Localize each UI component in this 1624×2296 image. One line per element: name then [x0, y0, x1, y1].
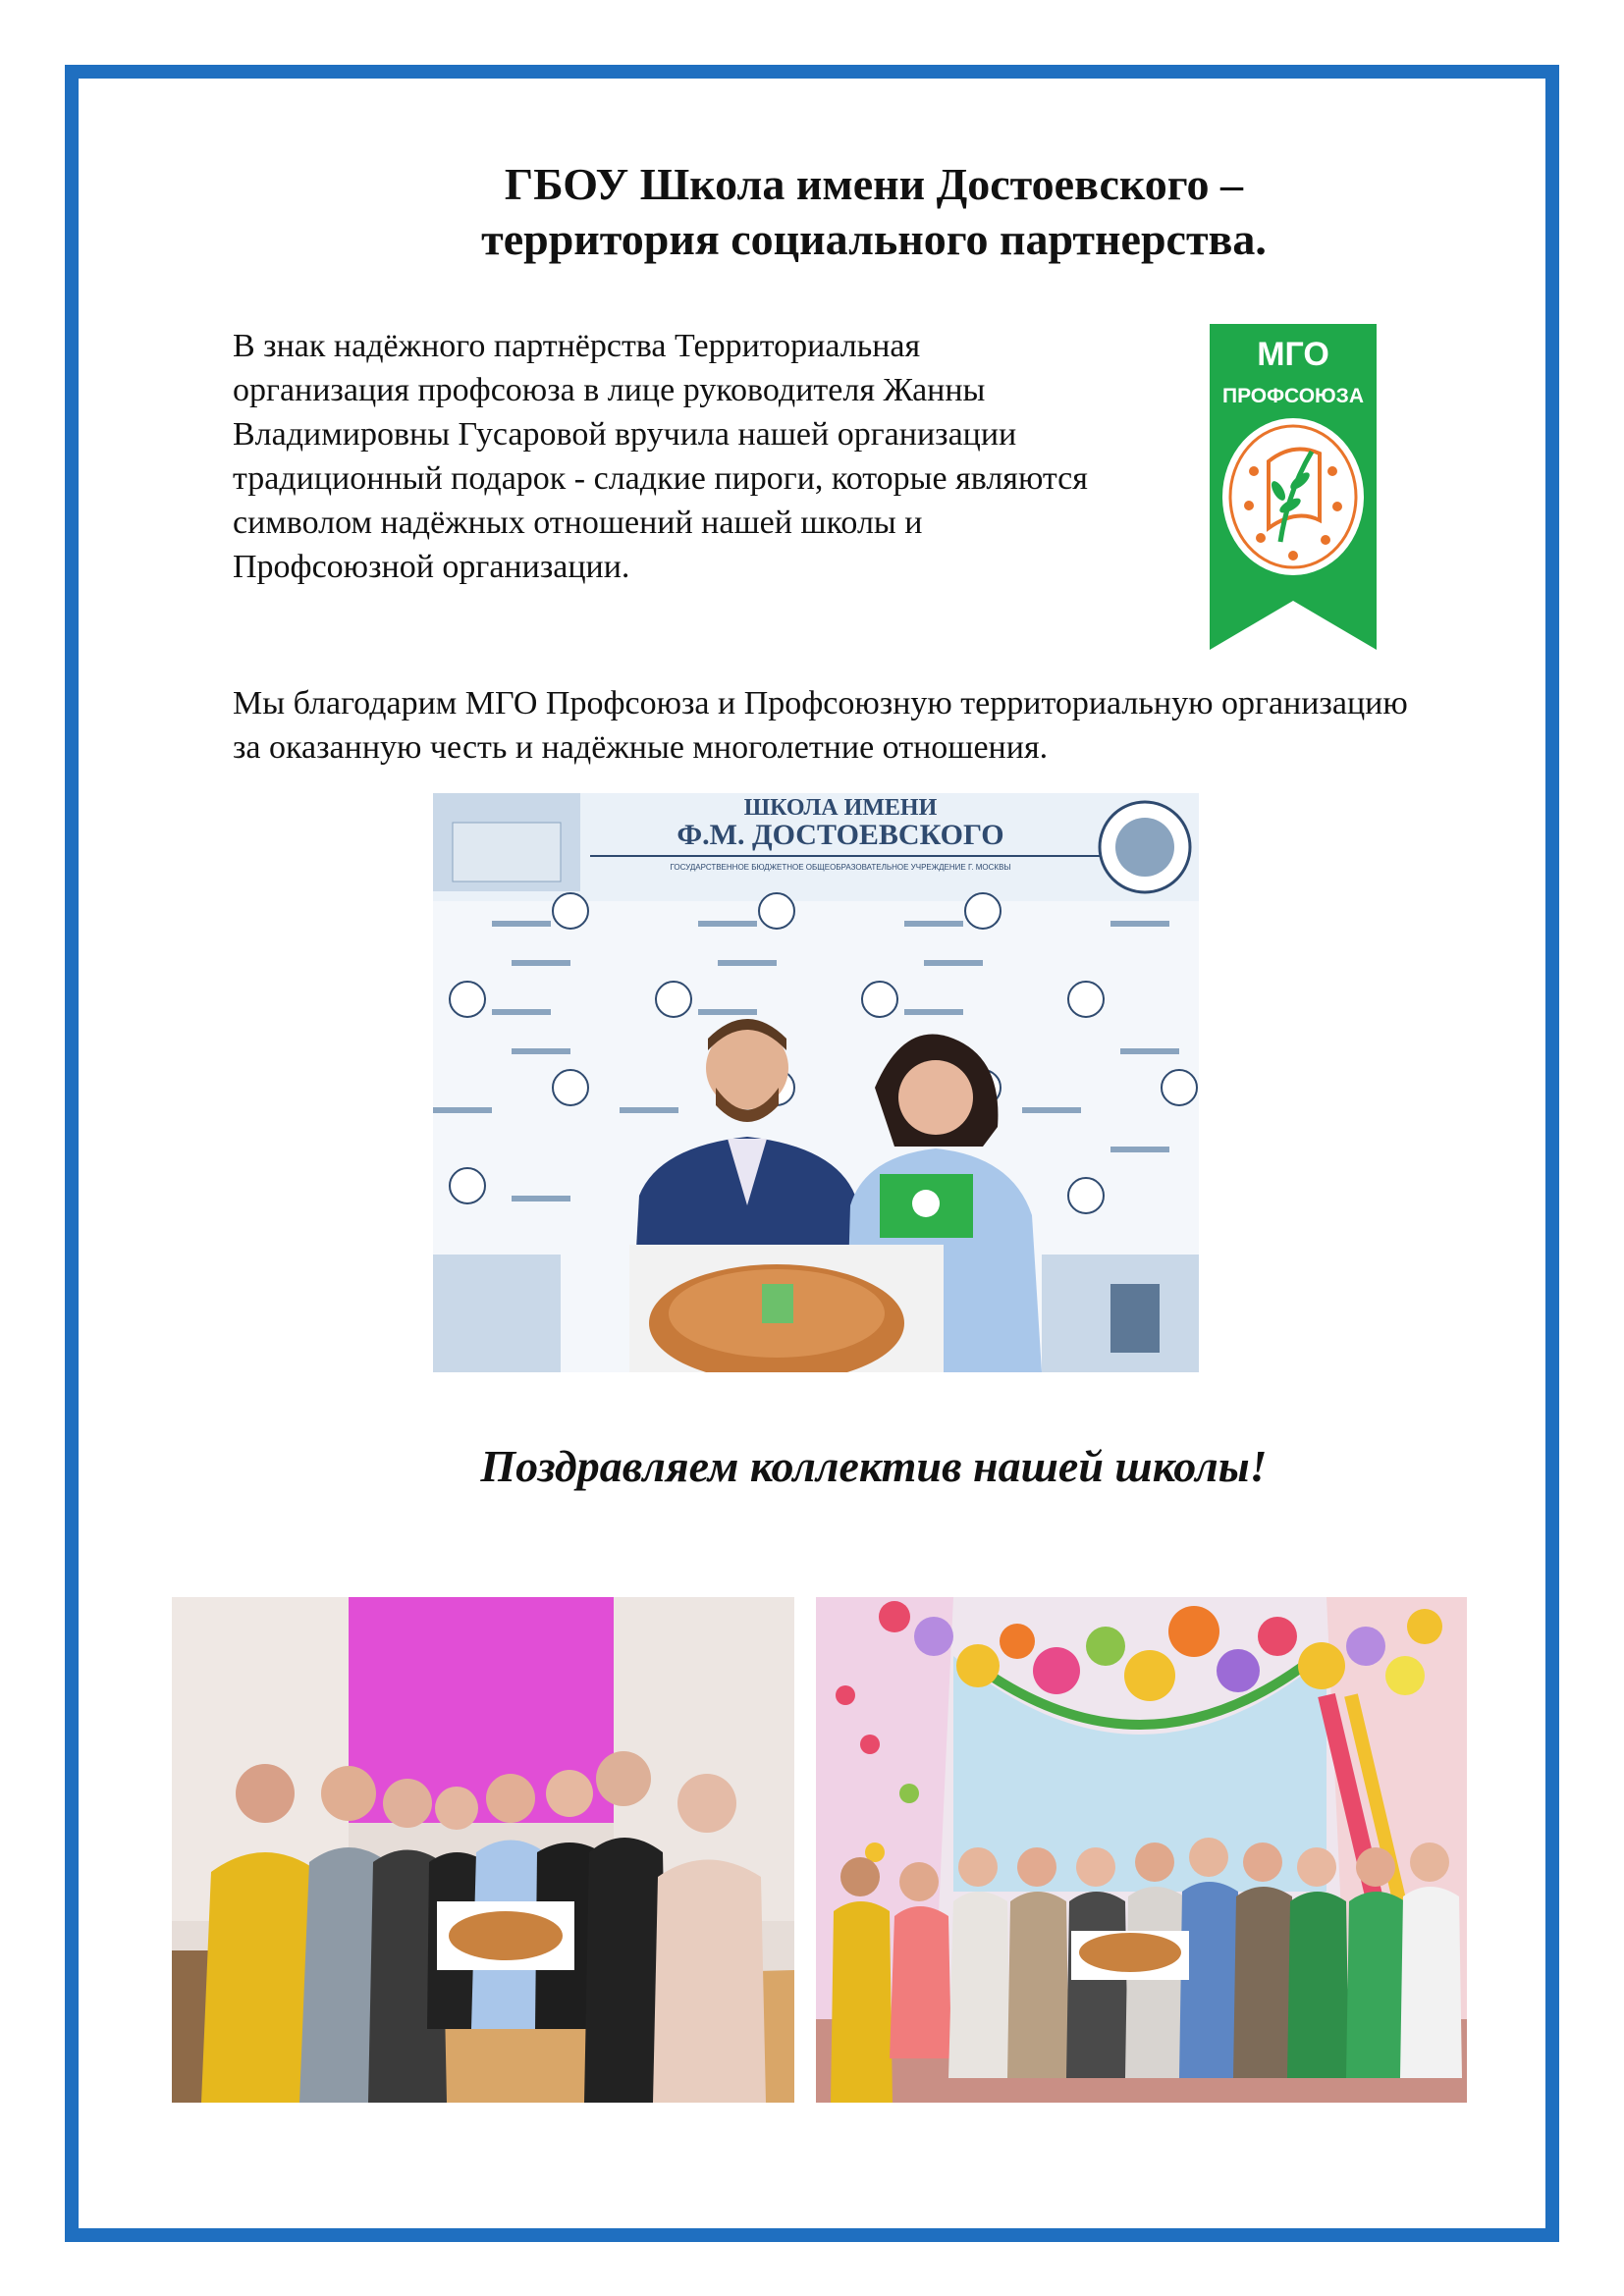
mgo-union-logo: [1210, 324, 1377, 650]
thanks-paragraph: Мы благодарим МГО Профсоюза и Профсоюзную территориальную организацию за оказанную честь и надёжные многолетние отношения.: [233, 685, 1408, 766]
logo-text-1: МГО: [1257, 336, 1329, 373]
congrats-slogan: Поздравляем коллектив нашей школы!: [480, 1441, 1268, 1491]
banner-line-2: Ф.М. ДОСТОЕВСКОГО: [677, 819, 1004, 851]
logo-text-2: ПРОФСОЮЗА: [1221, 385, 1365, 407]
photo-pie-presentation: [433, 793, 1199, 1372]
photo-staff-celebration: [816, 1597, 1467, 2103]
banner-subtitle: ГОСУДАРСТВЕННОЕ БЮДЖЕТНОЕ ОБЩЕОБРАЗОВАТЕЛЬНОЕ УЧРЕЖДЕНИЕ Г. МОСКВЫ: [670, 863, 1011, 872]
title-line-2: территория социального партнерства.: [481, 214, 1267, 264]
banner-line-1: ШКОЛА ИМЕНИ: [743, 795, 938, 821]
page-title: [295, 157, 1453, 267]
partnership-paragraph: В знак надёжного партнёрства Территориальная организация профсоюза в лице руководителя Жанны Владимировны Гусаровой вручила нашей организации традиционный подарок - сладкие пироги, которые являются символом надёжных отношений нашей школы и Профсоюзной организации.: [233, 328, 1088, 585]
title-line-1: ГБОУ Школа имени Достоевского –: [504, 159, 1244, 209]
photo-staff-room: [172, 1597, 794, 2103]
